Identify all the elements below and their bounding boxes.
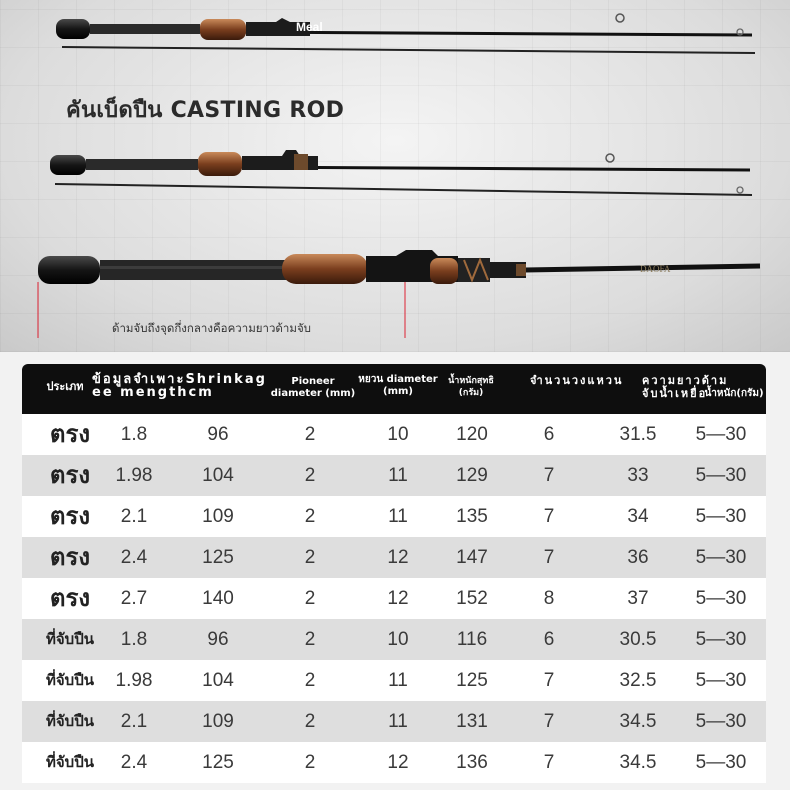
rings-cell: 7 (543, 547, 555, 568)
pioneer-cell: 2 (304, 752, 316, 773)
product-photo (0, 0, 790, 352)
shrink-cell: 125 (202, 547, 234, 568)
table-row (22, 537, 766, 578)
tail-cell: 10 (387, 424, 409, 445)
tail-cell: 11 (388, 711, 408, 732)
pioneer-cell: 2 (304, 588, 316, 609)
pioneer-cell: 2 (304, 629, 316, 650)
tail-cell: 10 (387, 629, 409, 650)
length-cell: 2.4 (120, 752, 148, 773)
length-cell: 2.7 (120, 588, 148, 609)
length-cell: 2.1 (120, 711, 148, 732)
pioneer-cell: 2 (304, 506, 316, 527)
weight-cell: 131 (456, 711, 488, 732)
pioneer-cell: 2 (304, 547, 316, 568)
tail-cell: 12 (387, 547, 409, 568)
length-cell: 1.98 (115, 670, 153, 691)
table-row (22, 660, 766, 701)
rod-type-cell: ที่จับปืน (46, 671, 94, 689)
table-row (22, 619, 766, 660)
handle-cell: 37 (627, 588, 649, 609)
table-row (22, 455, 766, 496)
weight-cell: 136 (456, 752, 488, 773)
length-caption: ด้ามจับถึงจุดกึ่งกลางคือความยาวด้ามจับ (112, 321, 311, 335)
weight-cell: 135 (456, 506, 488, 527)
spec-table (22, 364, 766, 783)
rod-1 (56, 14, 755, 53)
rod-logo-text: DAOFA (640, 264, 671, 274)
lure-cell: 5—30 (695, 629, 747, 650)
handle-cell: 32.5 (619, 670, 657, 691)
length-cell: 2.4 (120, 547, 148, 568)
handle-cell: 31.5 (619, 424, 657, 445)
length-cell: 1.98 (115, 465, 153, 486)
table-row (22, 496, 766, 537)
header-weight: น้ำหนักสุทธิ (กรัม) (448, 376, 494, 398)
rod-type-cell: ตรง (49, 420, 91, 448)
weight-cell: 116 (456, 629, 488, 650)
shrink-cell: 104 (202, 670, 234, 691)
rod-type-cell: ที่จับปืน (46, 753, 94, 771)
lure-cell: 5—30 (695, 670, 747, 691)
length-cell: 1.8 (120, 629, 148, 650)
weight-cell: 125 (456, 670, 488, 691)
header-handle: ความยาวด้ามจับน้ำเหยื่อ (642, 374, 729, 400)
shrink-cell: 109 (202, 506, 234, 527)
photo-title: คันเบ็ดปืน CASTING ROD (66, 98, 345, 123)
table-row (22, 578, 766, 619)
header-lure: น้ำหนัก(กรัม) (704, 388, 764, 399)
rings-cell: 6 (543, 424, 555, 445)
tail-cell: 11 (388, 670, 408, 691)
handle-cell: 34 (627, 506, 649, 527)
rings-cell: 7 (543, 711, 555, 732)
handle-cell: 34.5 (619, 752, 657, 773)
table-row (22, 701, 766, 742)
rod-2 (50, 150, 752, 195)
shrink-cell: 125 (202, 752, 234, 773)
weight-cell: 152 (456, 588, 488, 609)
table-row (22, 742, 766, 783)
pioneer-cell: 2 (304, 424, 316, 445)
length-cell: 1.8 (120, 424, 148, 445)
tail-cell: 12 (387, 752, 409, 773)
header-spec: ข้อมูลจำเพาะShrinkagee mengthcm (92, 372, 267, 400)
pioneer-cell: 2 (304, 465, 316, 486)
pioneer-cell: 2 (304, 670, 316, 691)
handle-cell: 36 (627, 547, 649, 568)
lure-cell: 5—30 (695, 465, 747, 486)
header-tail: หยวน diameter (mm) (358, 374, 438, 397)
header-rings: จำนวนวงแหวน (530, 374, 624, 387)
handle-cell: 33 (627, 465, 649, 486)
length-cell: 2.1 (120, 506, 148, 527)
table-body (22, 414, 766, 783)
lure-cell: 5—30 (695, 424, 747, 445)
header-type: ประเภท (46, 380, 84, 393)
lure-cell: 5—30 (695, 711, 747, 732)
tail-cell: 12 (387, 588, 409, 609)
rod-type-cell: ที่จับปืน (46, 630, 94, 648)
rod-type-cell: ตรง (49, 502, 91, 530)
weight-cell: 129 (456, 465, 488, 486)
shrink-cell: 96 (207, 629, 229, 650)
weight-cell: 147 (456, 547, 488, 568)
table-header (22, 364, 766, 414)
rings-cell: 7 (543, 752, 555, 773)
handle-cell: 34.5 (619, 711, 657, 732)
rod-type-cell: ตรง (49, 584, 91, 612)
rod-type-cell: ที่จับปืน (46, 712, 94, 730)
shrink-cell: 109 (202, 711, 234, 732)
pioneer-cell: 2 (304, 711, 316, 732)
shrink-cell: 140 (202, 588, 234, 609)
shrink-cell: 96 (207, 424, 229, 445)
rings-cell: 7 (543, 465, 555, 486)
tail-cell: 11 (388, 465, 408, 486)
lure-cell: 5—30 (695, 547, 747, 568)
lure-cell: 5—30 (695, 752, 747, 773)
rings-cell: 7 (543, 670, 555, 691)
header-pioneer: Pioneer diameter (mm) (270, 376, 356, 399)
table-row (22, 414, 766, 455)
lure-cell: 5—30 (695, 588, 747, 609)
lure-cell: 5—30 (695, 506, 747, 527)
brand-label: Meal (296, 20, 323, 34)
rings-cell: 7 (543, 506, 555, 527)
rods-illustration (0, 0, 790, 352)
rod-type-cell: ตรง (49, 461, 91, 489)
weight-cell: 120 (456, 424, 488, 445)
handle-cell: 30.5 (619, 629, 657, 650)
rod-type-cell: ตรง (49, 543, 91, 571)
rings-cell: 8 (543, 588, 555, 609)
tail-cell: 11 (388, 506, 408, 527)
shrink-cell: 104 (202, 465, 234, 486)
rings-cell: 6 (543, 629, 555, 650)
